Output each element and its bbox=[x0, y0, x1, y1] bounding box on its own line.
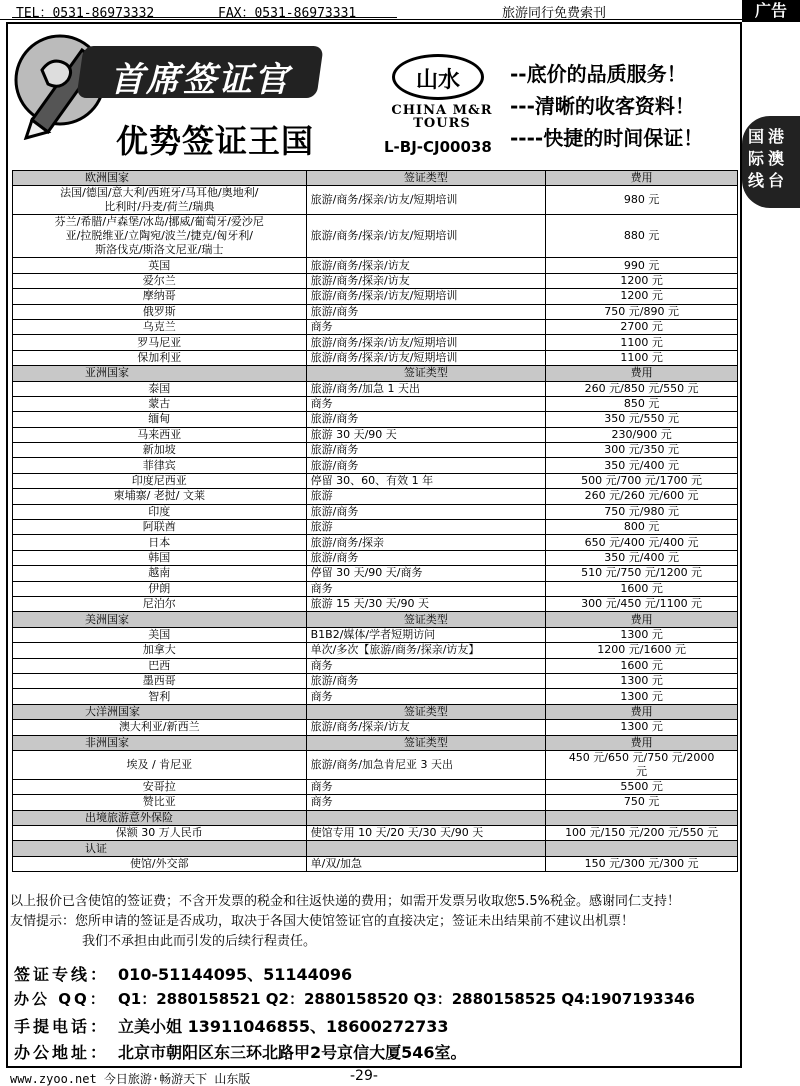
table-row bbox=[13, 566, 738, 581]
country-cell: 罗马尼亚 bbox=[13, 335, 307, 350]
visa-type-cell: 旅游/商务/探亲/访友 bbox=[306, 720, 546, 735]
logo-english-line2: TOURS bbox=[413, 116, 471, 131]
fee-cell: 300 元/350 元 bbox=[546, 443, 738, 458]
fee-header bbox=[546, 841, 738, 856]
visa-type-cell: 旅游/商务/探亲 bbox=[306, 535, 546, 550]
country-cell: 印度 bbox=[13, 504, 307, 519]
fee-cell: 650 元/400 元/400 元 bbox=[546, 535, 738, 550]
country-cell: 乌克兰 bbox=[13, 319, 307, 334]
table-row bbox=[13, 350, 738, 365]
section-name: 出境旅游意外保险 bbox=[13, 810, 307, 825]
section-header bbox=[13, 612, 738, 627]
country-cell: 马来西亚 bbox=[13, 427, 307, 442]
visa-type-cell: 旅游/商务 bbox=[306, 443, 546, 458]
section-name: 大洋洲国家 bbox=[13, 704, 307, 719]
page-subtitle: 优势签证王国 bbox=[116, 122, 315, 160]
country-cell: 保额 30 万人民币 bbox=[13, 826, 307, 841]
table-row bbox=[13, 795, 738, 810]
fee-cell: 1200 元/1600 元 bbox=[546, 643, 738, 658]
table-row bbox=[13, 750, 738, 779]
table-row bbox=[13, 673, 738, 688]
country-cell: 赞比亚 bbox=[13, 795, 307, 810]
fee-cell: 100 元/150 元/200 元/550 元 bbox=[546, 826, 738, 841]
table-row bbox=[13, 412, 738, 427]
fee-cell: 990 元 bbox=[546, 258, 738, 273]
visa-type-cell: 商务 bbox=[306, 319, 546, 334]
fee-cell: 1100 元 bbox=[546, 335, 738, 350]
fax-number: FAX：0531-86973331 bbox=[218, 6, 357, 21]
table-row bbox=[13, 581, 738, 596]
contact-label: 办公 QQ： bbox=[14, 990, 108, 1008]
table-row bbox=[13, 335, 738, 350]
country-cell: 智利 bbox=[13, 689, 307, 704]
table-row bbox=[13, 458, 738, 473]
fee-cell: 750 元/980 元 bbox=[546, 504, 738, 519]
phone-number: TEL：0531-86973332 bbox=[16, 6, 155, 21]
fee-cell: 300 元/450 元/1100 元 bbox=[546, 596, 738, 611]
table-row bbox=[13, 319, 738, 334]
country-cell: 法国/德国/意大利/西班牙/马耳他/奥地利/ 比利时/丹麦/荷兰/瑞典 bbox=[13, 186, 307, 215]
side-tab-line2: 际澳 bbox=[748, 149, 789, 168]
license-number: L-BJ-CJ00038 bbox=[384, 138, 492, 156]
slogan-2: ---清晰的收客资料！ bbox=[510, 94, 695, 118]
fee-cell: 880 元 bbox=[546, 215, 738, 258]
fee-cell: 1200 元 bbox=[546, 273, 738, 288]
fee-cell: 1600 元 bbox=[546, 581, 738, 596]
contact-label: 签证专线： bbox=[14, 965, 110, 984]
fee-cell: 350 元/400 元 bbox=[546, 550, 738, 565]
section-name: 亚洲国家 bbox=[13, 366, 307, 381]
section-header bbox=[13, 366, 738, 381]
fee-cell: 350 元/400 元 bbox=[546, 458, 738, 473]
table-row bbox=[13, 289, 738, 304]
fee-cell: 260 元/850 元/550 元 bbox=[546, 381, 738, 396]
country-cell: 俄罗斯 bbox=[13, 304, 307, 319]
fee-cell: 450 元/650 元/750 元/2000 元 bbox=[546, 750, 738, 779]
country-cell: 韩国 bbox=[13, 550, 307, 565]
country-cell: 安哥拉 bbox=[13, 779, 307, 794]
country-cell: 印度尼西亚 bbox=[13, 473, 307, 488]
contact-value: 立美小姐 13911046855、18600272733 bbox=[118, 1017, 449, 1036]
type-header: 签证类型 bbox=[306, 735, 546, 750]
country-cell: 埃及 / 肯尼亚 bbox=[13, 750, 307, 779]
slogan-3: ----快捷的时间保证！ bbox=[510, 126, 704, 150]
fee-cell: 500 元/700 元/1700 元 bbox=[546, 473, 738, 488]
country-cell: 巴西 bbox=[13, 658, 307, 673]
section-header bbox=[13, 171, 738, 186]
fee-cell: 980 元 bbox=[546, 186, 738, 215]
disclaimer: 我们不承担由此而引发的后续行程责任。 bbox=[82, 934, 317, 949]
contact-value: 010-51144095、51144096 bbox=[118, 965, 353, 984]
country-cell: 爱尔兰 bbox=[13, 273, 307, 288]
section-header bbox=[13, 841, 738, 856]
table-row bbox=[13, 396, 738, 411]
contact-visa-line bbox=[14, 962, 352, 985]
country-cell: 尼泊尔 bbox=[13, 596, 307, 611]
table-row bbox=[13, 215, 738, 258]
table-row bbox=[13, 443, 738, 458]
visa-type-cell: 旅游/商务 bbox=[306, 504, 546, 519]
top-bar bbox=[0, 0, 800, 20]
country-cell: 摩纳哥 bbox=[13, 289, 307, 304]
country-cell: 新加坡 bbox=[13, 443, 307, 458]
table-row bbox=[13, 643, 738, 658]
visa-type-cell: 旅游/商务 bbox=[306, 304, 546, 319]
contact-mobile bbox=[14, 1014, 449, 1037]
fee-cell: 800 元 bbox=[546, 520, 738, 535]
section-header bbox=[13, 735, 738, 750]
fee-cell: 1200 元 bbox=[546, 289, 738, 304]
visa-type-cell: 旅游/商务/探亲/访友/短期培训 bbox=[306, 289, 546, 304]
visa-type-cell: 停留 30、60、有效 1 年 bbox=[306, 473, 546, 488]
type-header: 签证类型 bbox=[306, 366, 546, 381]
visa-type-cell: 旅游/商务/探亲/访友/短期培训 bbox=[306, 186, 546, 215]
table-row bbox=[13, 658, 738, 673]
table-row bbox=[13, 489, 738, 504]
visa-type-cell: 旅游/商务/探亲/访友/短期培训 bbox=[306, 335, 546, 350]
fee-cell: 1300 元 bbox=[546, 689, 738, 704]
visa-type-cell: B1B2/媒体/学者短期访问 bbox=[306, 627, 546, 642]
contact-value: Q1：2880158521 Q2：2880158520 Q3：2880158525 Q4:1907193346 bbox=[118, 990, 695, 1008]
table-row bbox=[13, 504, 738, 519]
logo-english-line1: CHINA M&R bbox=[391, 103, 493, 118]
country-cell: 墨西哥 bbox=[13, 673, 307, 688]
friendly-tip: 友情提示：您所申请的签证是否成功，取决于各国大使馆签证官的直接决定；签证未出结果前不建议出机票！ bbox=[10, 914, 635, 929]
top-underline bbox=[12, 17, 397, 18]
fee-cell: 260 元/260 元/600 元 bbox=[546, 489, 738, 504]
side-tab bbox=[742, 116, 800, 208]
visa-type-cell: 旅游/商务/加急肯尼亚 3 天出 bbox=[306, 750, 546, 779]
footer-site: www.zyoo.net 今日旅游·畅游天下 山东版 bbox=[10, 1072, 251, 1086]
type-header: 签证类型 bbox=[306, 704, 546, 719]
visa-type-cell: 旅游 30 天/90 天 bbox=[306, 427, 546, 442]
country-cell: 美国 bbox=[13, 627, 307, 642]
fee-header: 费用 bbox=[546, 735, 738, 750]
visa-type-cell: 旅游/商务/探亲/访友 bbox=[306, 258, 546, 273]
visa-type-cell: 旅游/商务 bbox=[306, 550, 546, 565]
side-tab-line3: 线台 bbox=[748, 171, 789, 190]
fee-cell: 230/900 元 bbox=[546, 427, 738, 442]
visa-type-cell: 商务 bbox=[306, 689, 546, 704]
fee-cell: 350 元/550 元 bbox=[546, 412, 738, 427]
ad-badge: 广告 bbox=[742, 0, 800, 22]
table-row bbox=[13, 596, 738, 611]
visa-type-cell: 商务 bbox=[306, 658, 546, 673]
table-row bbox=[13, 535, 738, 550]
fee-cell: 510 元/750 元/1200 元 bbox=[546, 566, 738, 581]
fee-header: 费用 bbox=[546, 704, 738, 719]
country-cell: 加拿大 bbox=[13, 643, 307, 658]
company-logo bbox=[392, 54, 484, 100]
fee-cell: 750 元 bbox=[546, 795, 738, 810]
country-cell: 英国 bbox=[13, 258, 307, 273]
country-cell: 使馆/外交部 bbox=[13, 856, 307, 871]
visa-type-cell: 旅游 bbox=[306, 489, 546, 504]
visa-type-cell: 旅游/商务/探亲/访友/短期培训 bbox=[306, 215, 546, 258]
country-cell: 菲律宾 bbox=[13, 458, 307, 473]
country-cell: 缅甸 bbox=[13, 412, 307, 427]
table-row bbox=[13, 473, 738, 488]
fee-cell: 850 元 bbox=[546, 396, 738, 411]
visa-price-table bbox=[12, 170, 738, 872]
country-cell: 日本 bbox=[13, 535, 307, 550]
country-cell: 蒙古 bbox=[13, 396, 307, 411]
fee-cell: 1300 元 bbox=[546, 720, 738, 735]
country-cell: 阿联酋 bbox=[13, 520, 307, 535]
fee-cell: 5500 元 bbox=[546, 779, 738, 794]
fee-header: 费用 bbox=[546, 366, 738, 381]
visa-type-cell: 商务 bbox=[306, 396, 546, 411]
visa-type-cell: 旅游 15 天/30 天/90 天 bbox=[306, 596, 546, 611]
section-name: 欧洲国家 bbox=[13, 171, 307, 186]
visa-type-cell: 旅游/商务/探亲/访友/短期培训 bbox=[306, 350, 546, 365]
table-row bbox=[13, 856, 738, 871]
visa-type-cell: 旅游 bbox=[306, 520, 546, 535]
contact-address bbox=[14, 1040, 467, 1063]
table-row bbox=[13, 273, 738, 288]
table-row bbox=[13, 381, 738, 396]
country-cell: 越南 bbox=[13, 566, 307, 581]
fee-cell: 1600 元 bbox=[546, 658, 738, 673]
visa-type-cell: 单/双/加急 bbox=[306, 856, 546, 871]
contact-label: 办公地址： bbox=[14, 1043, 110, 1062]
table-row bbox=[13, 304, 738, 319]
section-name: 认证 bbox=[13, 841, 307, 856]
table-row bbox=[13, 779, 738, 794]
section-header bbox=[13, 810, 738, 825]
country-cell: 泰国 bbox=[13, 381, 307, 396]
table-row bbox=[13, 720, 738, 735]
country-cell: 保加利亚 bbox=[13, 350, 307, 365]
table-row bbox=[13, 826, 738, 841]
table-row bbox=[13, 520, 738, 535]
logo-text: 山水 bbox=[415, 68, 460, 93]
contact-value: 北京市朝阳区东三环北路甲2号京信大厦546室。 bbox=[118, 1043, 467, 1062]
table-row bbox=[13, 258, 738, 273]
logo-english bbox=[382, 104, 502, 130]
type-header bbox=[306, 810, 546, 825]
country-cell: 澳大利亚/新西兰 bbox=[13, 720, 307, 735]
visa-type-cell: 旅游/商务/加急 1 天出 bbox=[306, 381, 546, 396]
fee-cell: 1300 元 bbox=[546, 673, 738, 688]
country-cell: 柬埔寨/ 老挝/ 文莱 bbox=[13, 489, 307, 504]
slogan-1: --底价的品质服务！ bbox=[510, 62, 687, 86]
fee-cell: 1300 元 bbox=[546, 627, 738, 642]
country-cell: 芬兰/希腊/卢森堡/冰岛/挪威/葡萄牙/爱沙尼 亚/拉脱维亚/立陶宛/波兰/捷克/匈牙利/ 斯洛伐克/斯洛文尼亚/瑞士 bbox=[13, 215, 307, 258]
section-name: 美洲国家 bbox=[13, 612, 307, 627]
publication-label: 旅游同行免费索刊 bbox=[502, 6, 607, 21]
visa-type-cell: 旅游/商务 bbox=[306, 458, 546, 473]
visa-type-cell: 商务 bbox=[306, 581, 546, 596]
table-row bbox=[13, 689, 738, 704]
price-note: 以上报价已含使馆的签证费；不含开发票的税金和往返快递的费用；如需开发票另收取您5.5%税金。感谢同仁支持！ bbox=[10, 894, 681, 909]
type-header: 签证类型 bbox=[306, 612, 546, 627]
fee-cell: 1100 元 bbox=[546, 350, 738, 365]
fee-header: 费用 bbox=[546, 612, 738, 627]
section-header bbox=[13, 704, 738, 719]
visa-type-cell: 旅游/商务 bbox=[306, 673, 546, 688]
visa-type-cell: 使馆专用 10 天/20 天/30 天/90 天 bbox=[306, 826, 546, 841]
contact-qq bbox=[14, 988, 695, 1009]
fee-header bbox=[546, 810, 738, 825]
visa-type-cell: 商务 bbox=[306, 795, 546, 810]
contact-label: 手提电话： bbox=[14, 1017, 110, 1036]
side-tab-line1: 国港 bbox=[748, 127, 789, 146]
table-row bbox=[13, 550, 738, 565]
visa-type-cell: 旅游/商务 bbox=[306, 412, 546, 427]
page-number: -29- bbox=[350, 1068, 378, 1084]
fee-header: 费用 bbox=[546, 171, 738, 186]
footer bbox=[0, 1068, 800, 1086]
visa-type-cell: 单次/多次【旅游/商务/探亲/访友】 bbox=[306, 643, 546, 658]
fee-cell: 2700 元 bbox=[546, 319, 738, 334]
visa-type-cell: 商务 bbox=[306, 779, 546, 794]
country-cell: 伊朗 bbox=[13, 581, 307, 596]
table-row bbox=[13, 427, 738, 442]
type-header bbox=[306, 841, 546, 856]
visa-type-cell: 停留 30 天/90 天/商务 bbox=[306, 566, 546, 581]
fee-cell: 750 元/890 元 bbox=[546, 304, 738, 319]
banner-title: 首席签证官 bbox=[110, 60, 290, 100]
fee-cell: 150 元/300 元/300 元 bbox=[546, 856, 738, 871]
section-name: 非洲国家 bbox=[13, 735, 307, 750]
table-row bbox=[13, 627, 738, 642]
visa-type-cell: 旅游/商务/探亲/访友 bbox=[306, 273, 546, 288]
type-header: 签证类型 bbox=[306, 171, 546, 186]
table-row bbox=[13, 186, 738, 215]
